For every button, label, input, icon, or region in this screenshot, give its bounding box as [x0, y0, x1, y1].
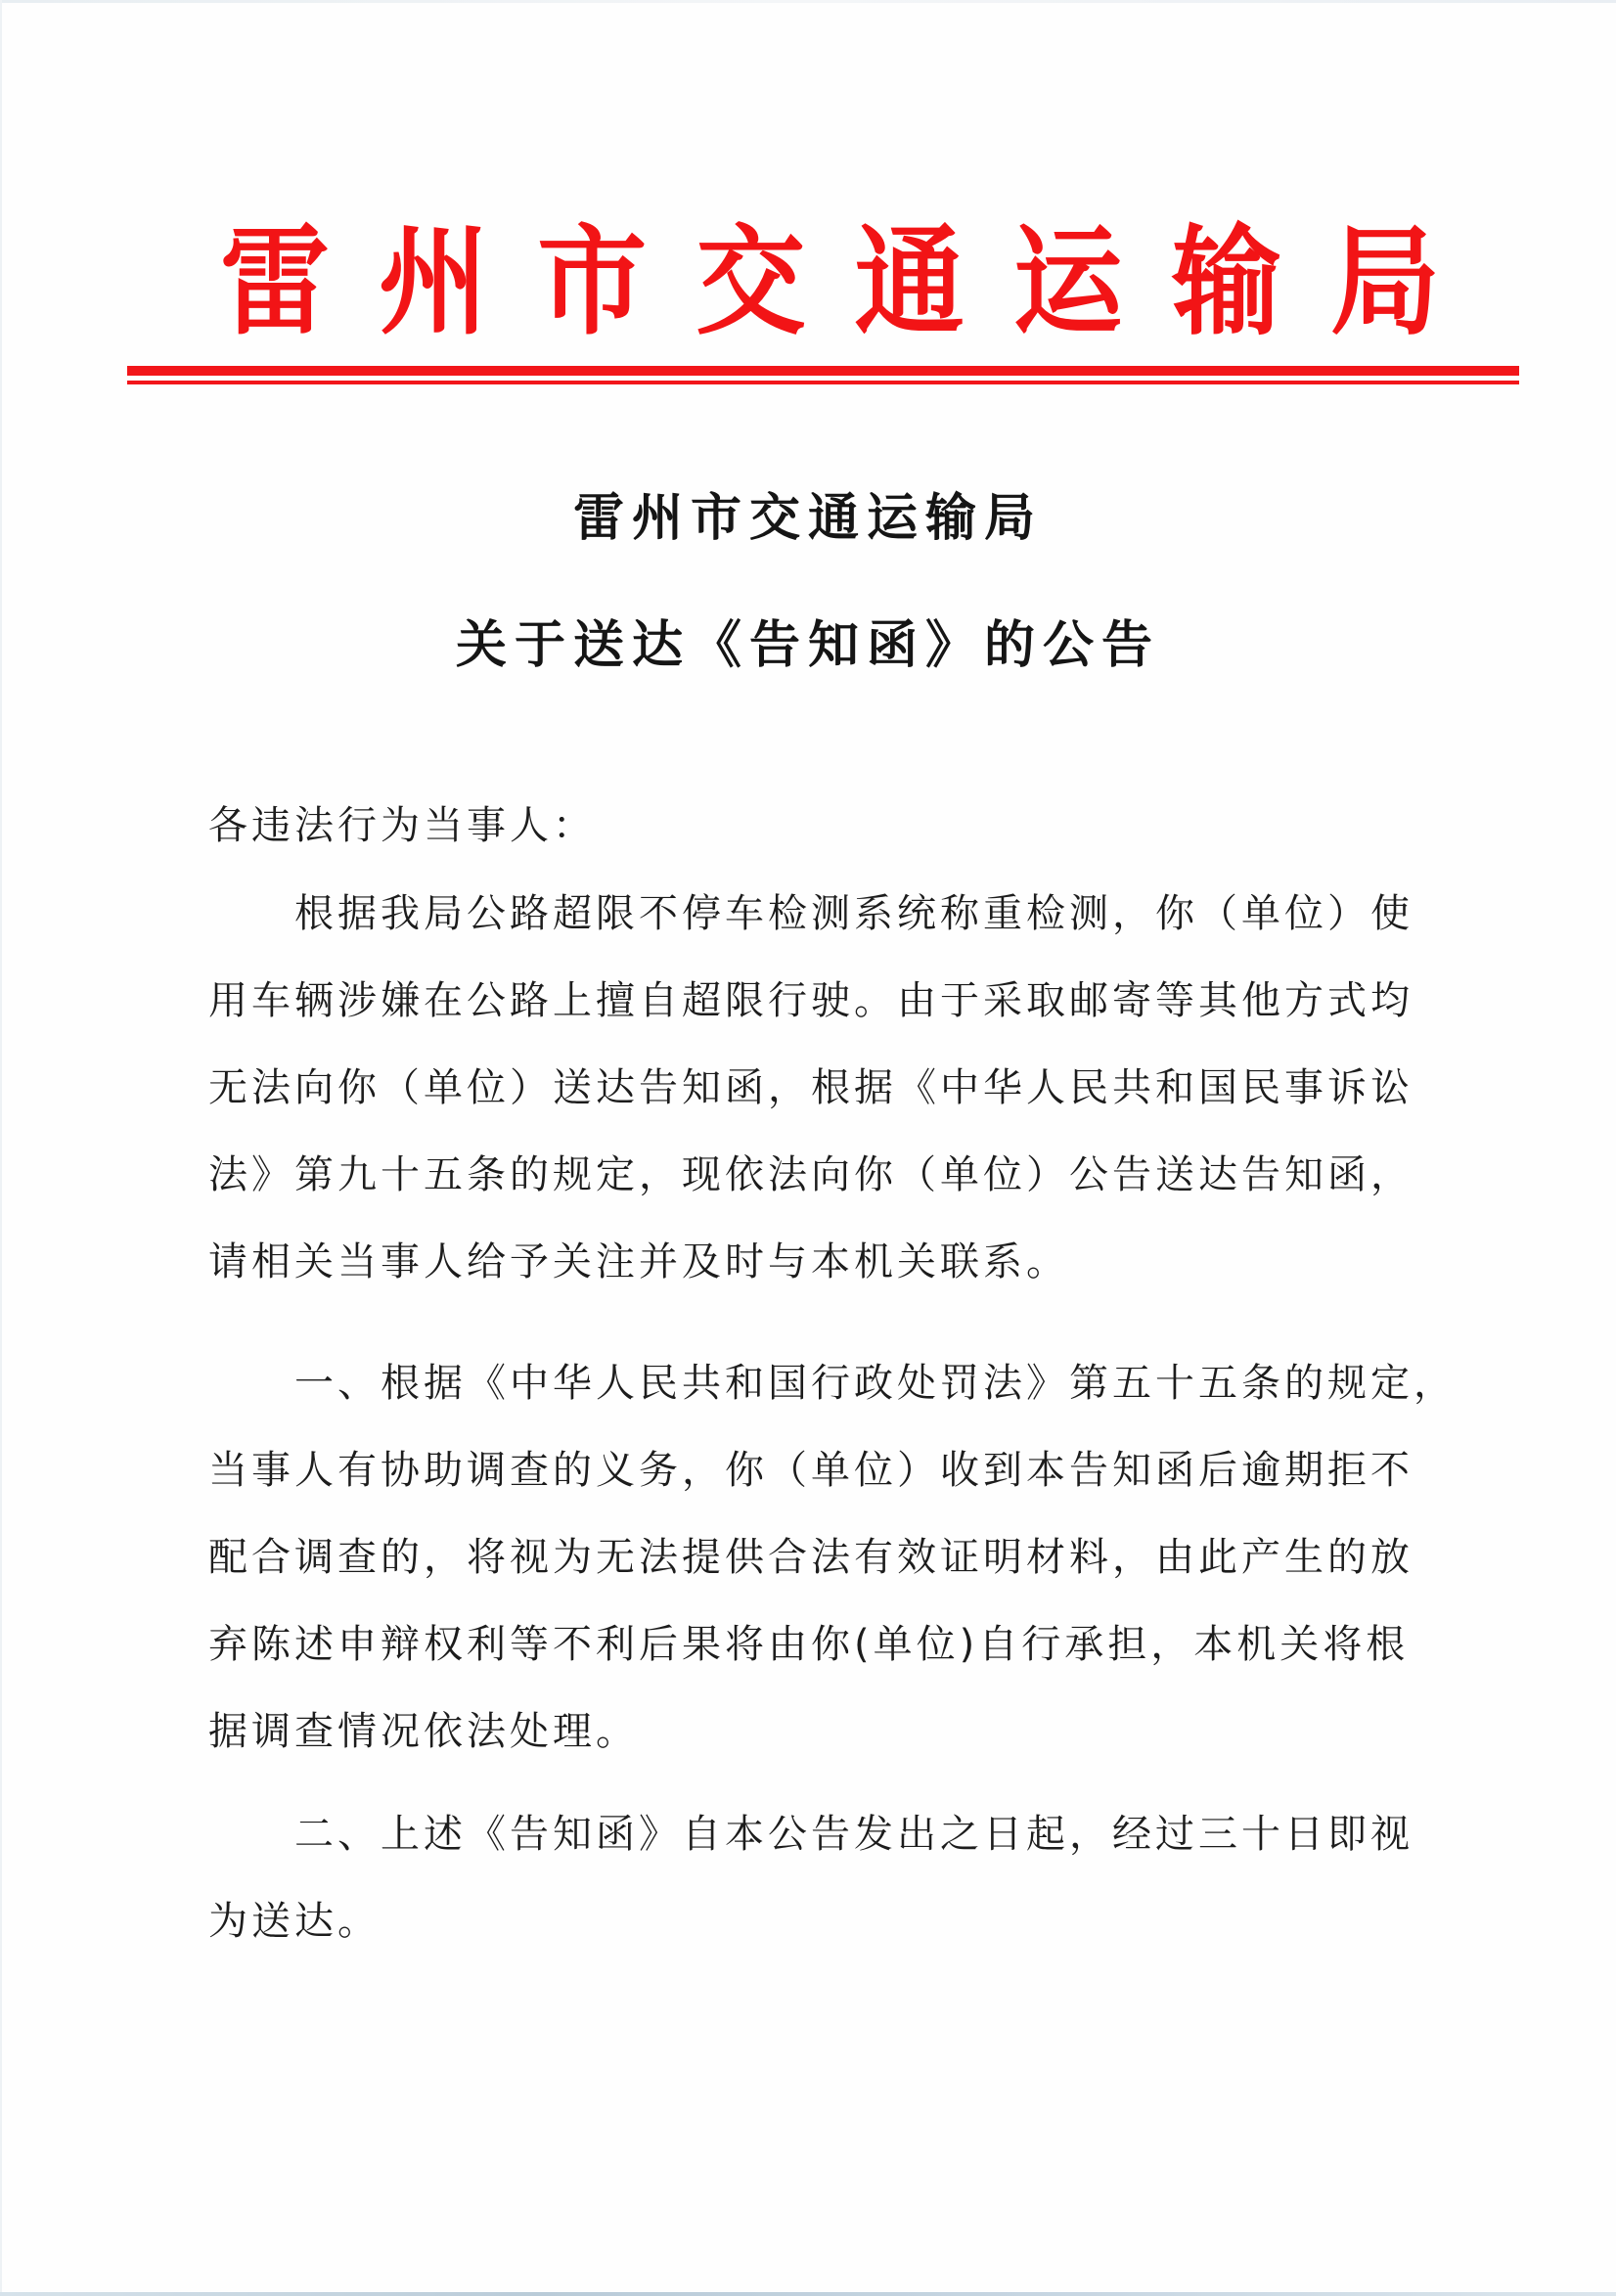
paragraph-line: 弃陈述申辩权利等不利后果将由你(单位)自行承担，本机关将根	[208, 1622, 1410, 1667]
paragraph-line: 请相关当事人给予关注并及时与本机关联系。	[208, 1239, 1069, 1284]
paragraph-intro	[208, 871, 1414, 1306]
letterhead-char: 交	[696, 212, 806, 352]
paragraph-item-two	[208, 1791, 1414, 1965]
paragraph-line: 法》第九十五条的规定，现依法向你（单位）公告送达告知函，	[208, 1152, 1414, 1197]
letterhead-char: 局	[1329, 212, 1440, 352]
paragraph-line: 二、上述《告知函》自本公告发出之日起，经过三十日即视	[294, 1812, 1414, 1857]
scan-edge-top	[0, 0, 1616, 3]
letterhead-rule-thin	[127, 381, 1519, 384]
paragraph-line: 用车辆涉嫌在公路上擅自超限行驶。由于采取邮寄等其他方式均	[208, 978, 1414, 1023]
paragraph-line: 配合调查的，将视为无法提供合法有效证明材料，由此产生的放	[208, 1535, 1414, 1580]
letterhead-char: 雷	[220, 212, 330, 352]
document-title-subject: 关于送达《告知函》的公告	[455, 616, 1160, 675]
letterhead	[220, 212, 1440, 352]
scan-edge-bottom	[0, 2292, 1616, 2296]
paragraph-item-one	[208, 1340, 1457, 1776]
letterhead-char: 运	[1012, 212, 1123, 352]
letterhead-rule-thick	[127, 366, 1519, 376]
document-title-issuer: 雷州市交通运输局	[572, 489, 1043, 548]
paragraph-line: 一、根据《中华人民共和国行政处罚法》第五十五条的规定，	[294, 1361, 1457, 1406]
paragraph-line: 为送达。	[208, 1899, 381, 1944]
paragraph-line: 无法向你（单位）送达告知函，根据《中华人民共和国民事诉讼	[208, 1065, 1414, 1110]
paragraph-line: 根据我局公路超限不停车检测系统称重检测，你（单位）使	[294, 891, 1414, 936]
paragraph-line: 当事人有协助调查的义务，你（单位）收到本告知函后逾期拒不	[208, 1448, 1414, 1493]
letterhead-char: 州	[379, 212, 489, 352]
letterhead-char: 通	[854, 212, 965, 352]
scan-edge-left	[0, 0, 2, 2296]
letterhead-char: 市	[537, 212, 648, 352]
salutation: 各违法行为当事人：	[208, 803, 596, 848]
letterhead-char: 输	[1171, 212, 1281, 352]
paragraph-line: 据调查情况依法处理。	[208, 1709, 639, 1754]
